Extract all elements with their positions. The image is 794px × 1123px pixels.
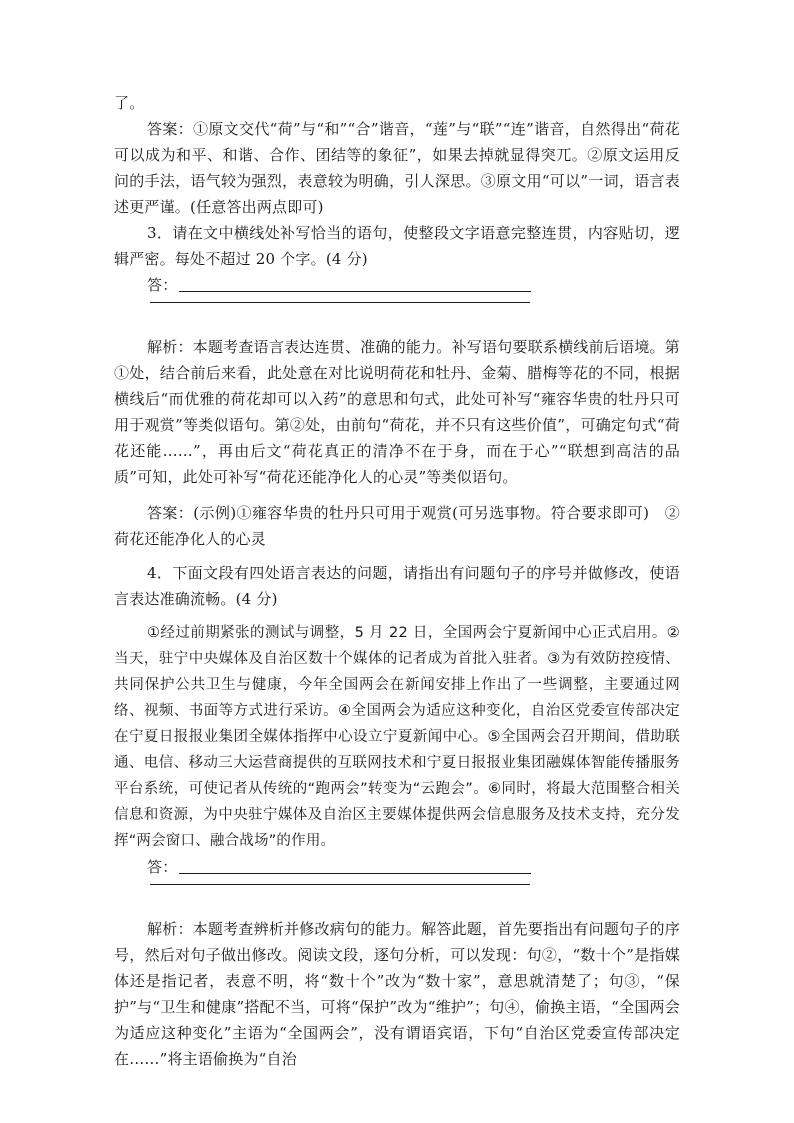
answer-blank-2[interactable]	[150, 302, 530, 303]
analysis-3: 解析：本题考查语言表达连贯、准确的能力。补写语句要联系横线前后语境。第①处，结合前后来看，此处意在对比说明荷花和牡丹、金菊、腊梅等花的不同，根据横线后“而优雅的荷花却可以入药”的意思和句式，此处可补写“雍容华贵的牡丹只可用于观赏”等类似语句。第②处，由前句“荷花，并不只有这些价值”，可确定句式“荷花还能……”，再由后文“荷花真正的清净不在于身，而在于心”“联想到高洁的品质”可知，此处可补写“荷花还能净化人的心灵”等类似语句。	[114, 338, 680, 486]
answer-3: 答案：(示例)①雍容华贵的牡丹只可用于观赏(可另选事物。符合要求即可) ②荷花还能净化人的心灵	[114, 504, 680, 548]
answer-blank-2[interactable]	[150, 884, 530, 885]
continuation-text: 了。	[114, 94, 145, 112]
answer-blank-1[interactable]	[179, 291, 531, 292]
passage-4: ①经过前期紧张的测试与调整，5 月 22 日，全国两会宁夏新闻中心正式启用。②当天，驻宁中央媒体及自治区数十个媒体的记者成为首批入驻者。③为有效防控疫情、共同保护公共卫生与健康，今年全国两会在新闻安排上作出了一些调整，主要通过网络、视频、书面等方式进行采访。④全国两会为适应这种变化，自治区党委宣传部决定在宁夏日报报业集团全媒体指挥中心设立宁夏新闻中心。⑤全国两会召开期间，借助联通、电信、移动三大运营商提供的互联网技术和宁夏日报报业集团融媒体智能传播服务平台系统，可使记者从传统的“跑两会”转变为“云跑会”。⑥同时，将最大范围整合相关信息和资源，为中央驻宁媒体及自治区主要媒体提供两会信息服务及技术支持，充分发挥“两会窗口、融合战场”的作用。	[114, 625, 680, 849]
answer-line-3-second[interactable]	[114, 298, 680, 326]
answer-line-4[interactable]	[147, 854, 680, 880]
analysis-4: 解析：本题考查辨析并修改病句的能力。解答此题，首先要指出有问题句子的序号，然后对句子做出修改。阅读文段，逐句分析，可以发现：句②，“数十个”是指媒体还是指记者，表意不明，将“数十个”改为“数十家”，意思就清楚了；句③，“保护”与“卫生和健康”搭配不当，可将“保护”改为“维护”；句④，偷换主语，“全国两会为适应这种变化”主语为“全国两会”，没有谓语宾语，下句“自治区党委宣传部决定在……”将主语偷换为“自治	[114, 920, 680, 1068]
answer-2: 答案：①原文交代“荷”与“和”“合”谐音，“莲”与“联”“连”谐音，自然得出“荷花可以成为和平、和谐、合作、团结等的象征”，如果去掉就显得突兀。②原文运用反问的手法，语气较为强烈，表意较为明确，引人深思。③原文用“可以”一词，语言表述更严谨。(任意答出两点即可)	[114, 120, 680, 216]
question-3: 3．请在文中横线处补写恰当的语句，使整段文字语意完整连贯，内容贴切，逻辑严密。每处不超过 20 个字。(4 分)	[114, 224, 680, 268]
document-body	[114, 90, 680, 1072]
answer-label: 答：	[147, 858, 178, 876]
answer-line-3[interactable]	[147, 272, 680, 298]
answer-label: 答：	[147, 276, 178, 294]
answer-blank-1[interactable]	[179, 873, 531, 874]
question-4: 4．下面文段有四处语言表达的问题，请指出有问题句子的序号并做修改，使语言表达准确流畅。(4 分)	[114, 564, 680, 608]
answer-line-4-second[interactable]	[114, 880, 680, 908]
